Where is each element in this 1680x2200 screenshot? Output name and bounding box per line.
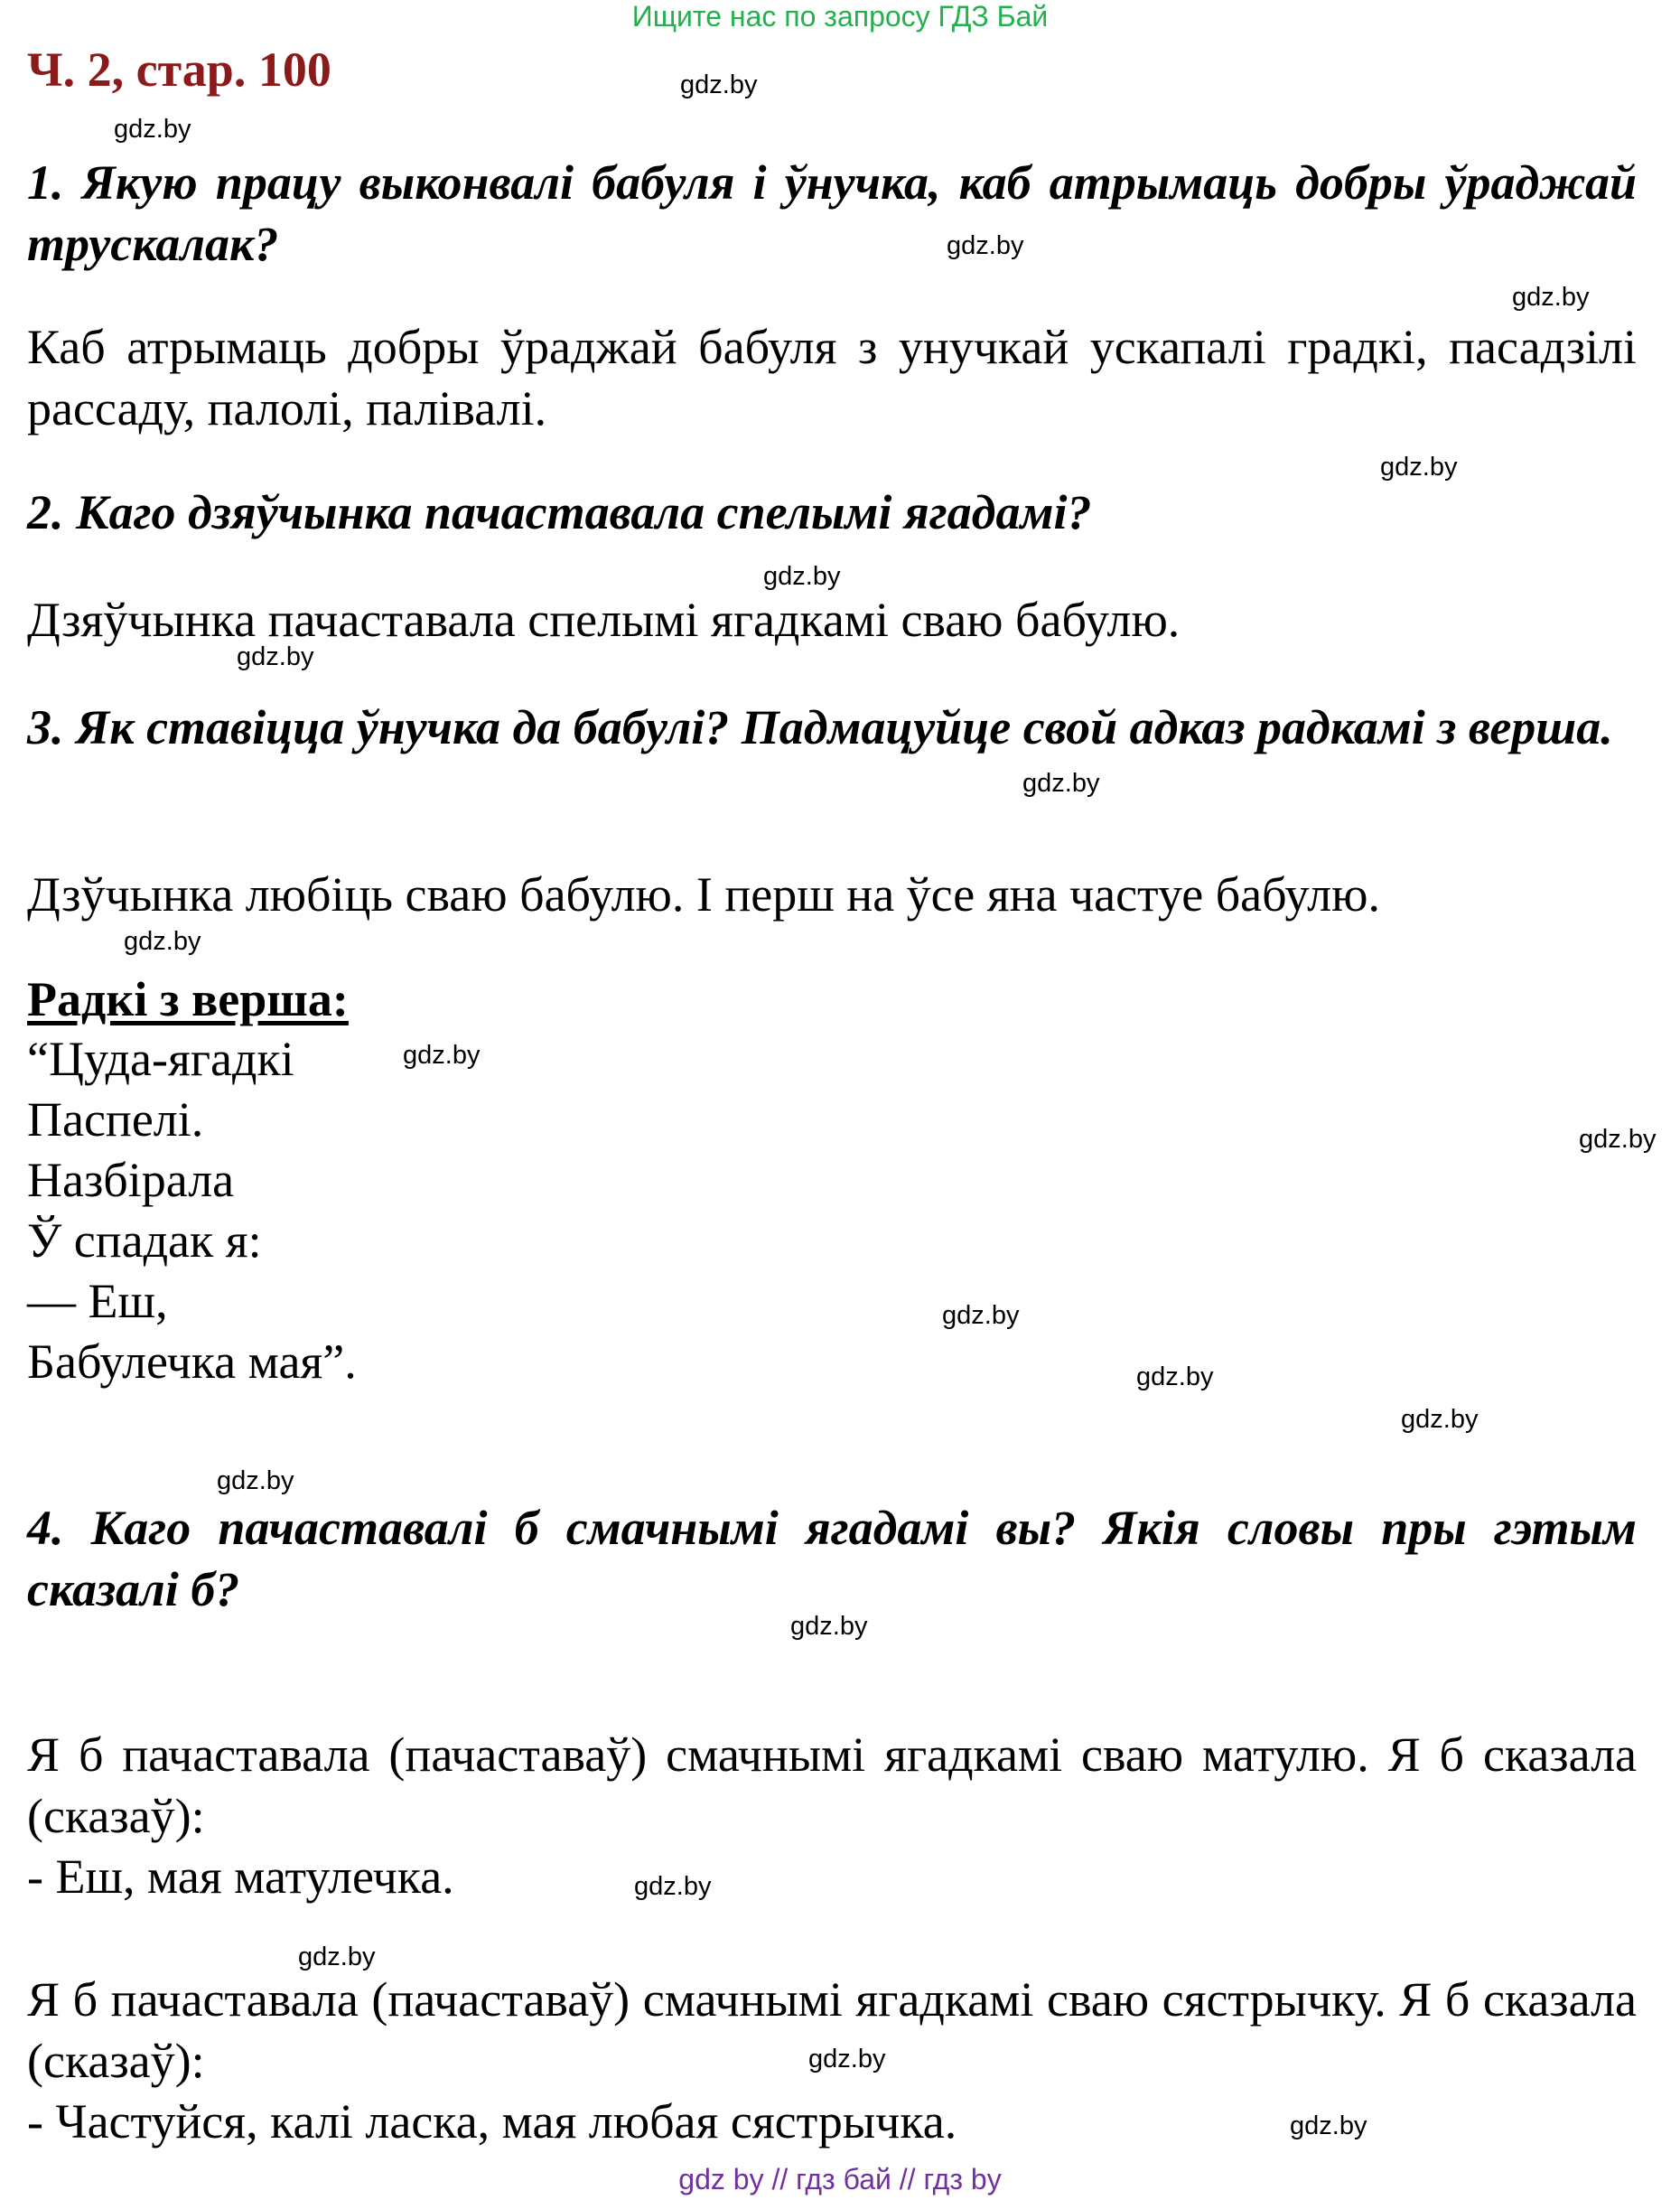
poem-line: Назбірала <box>27 1153 235 1207</box>
question-3: 3. Як ставіцца ўнучка да бабулі? Падмацуйце свой адказ радкамі з верша. <box>27 700 1613 754</box>
question-4: 4. Каго пачаставалі б смачнымі ягадамі вы? Якія словы пры гэтым сказалі б? <box>27 1501 1637 1616</box>
answer-1: Каб атрымаць добры ўраджай бабуля з унучкай ускапалі градкі, пасадзілі рассаду, палолі, палівалі. <box>27 320 1637 435</box>
watermark: gdz.by <box>1512 283 1590 312</box>
answer-4-second: Я б пачаставала (пачаставаў) смачнымі ягадкамі сваю сястрычку. Я б сказала (сказаў): <box>27 1972 1637 2088</box>
poem-line: “Цуда-ягадкі <box>27 1032 294 1086</box>
watermark: gdz.by <box>1136 1362 1214 1391</box>
watermark: gdz.by <box>124 927 201 956</box>
watermark: gdz.by <box>403 1041 481 1070</box>
poem-line: Паспелі. <box>27 1092 204 1147</box>
watermark: gdz.by <box>298 1943 376 1971</box>
watermark: gdz.by <box>947 231 1024 260</box>
answer-2: Дзяўчынка пачаставала спелымі ягадкамі сваю бабулю. <box>27 593 1181 647</box>
watermark: gdz.by <box>1579 1125 1657 1154</box>
poem-lines <box>27 1029 357 1392</box>
poem-line: Ў спадак я: <box>27 1213 262 1268</box>
question-2: 2. Каго дзяўчынка пачаставала спелымі ягадамі? <box>27 485 1092 539</box>
top-banner: Ищите нас по запросу ГДЗ Бай <box>631 0 1049 33</box>
poem-line: Бабулечка мая”. <box>27 1334 357 1389</box>
poem-line: — Еш, <box>27 1274 168 1328</box>
watermark: gdz.by <box>1380 453 1458 482</box>
watermark: gdz.by <box>237 642 314 671</box>
answer-4-first-quote: - Еш, мая матулечка. <box>27 1849 454 1904</box>
footer-links: gdz by // гдз бай // гдз by <box>678 2163 1002 2195</box>
watermark: gdz.by <box>808 2045 886 2074</box>
watermark: gdz.by <box>763 562 841 591</box>
answer-3: Дзўчынка любіць сваю бабулю. І перш на ўсе яна частуе бабулю. <box>27 867 1380 922</box>
watermark: gdz.by <box>634 1872 712 1901</box>
watermark: gdz.by <box>1401 1405 1479 1434</box>
watermark: gdz.by <box>1290 2111 1367 2140</box>
watermark: gdz.by <box>680 70 758 99</box>
page-reference: Ч. 2, стар. 100 <box>27 42 331 97</box>
answer-4-second-quote: - Частуйся, калі ласка, мая любая сястрычка. <box>27 2094 957 2149</box>
answer-4-first: Я б пачаставала (пачаставаў) смачнымі ягадкамі сваю матулю. Я б сказала (сказаў): <box>27 1727 1637 1843</box>
watermark: gdz.by <box>114 115 191 144</box>
watermark: gdz.by <box>1022 769 1100 798</box>
watermark: gdz.by <box>217 1466 294 1495</box>
watermark: gdz.by <box>942 1301 1020 1330</box>
watermark: gdz.by <box>790 1612 868 1641</box>
poem-heading: Радкі з верша: <box>27 972 349 1026</box>
question-1: 1. Якую працу выконвалі бабуля і ўнучка, каб атрымаць добры ўраджай трускалак? <box>27 155 1637 271</box>
